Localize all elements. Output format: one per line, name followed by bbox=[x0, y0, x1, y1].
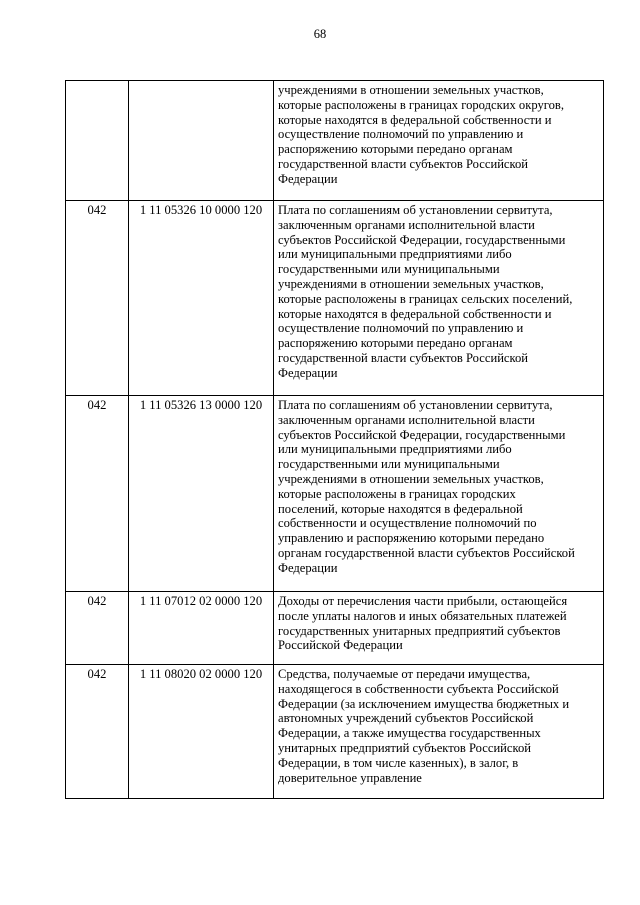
table-row bbox=[66, 201, 604, 396]
table-row bbox=[66, 81, 604, 201]
kbk-code: 1 11 07012 02 0000 120 bbox=[139, 594, 263, 608]
kbk-code: 1 11 05326 13 0000 120 bbox=[139, 398, 263, 412]
revenue-name-cell bbox=[274, 201, 604, 396]
revenue-name-cell bbox=[274, 592, 604, 665]
kbk-code: 1 11 08020 02 0000 120 bbox=[139, 667, 263, 681]
admin-code-cell bbox=[66, 665, 129, 799]
table-row bbox=[66, 592, 604, 665]
admin-code-cell bbox=[66, 592, 129, 665]
kbk-code-cell bbox=[129, 396, 274, 592]
admin-code-cell bbox=[66, 81, 129, 201]
revenue-name: Плата по соглашениям об установлении сервитута, заключенным органами исполнительной власти субъектов Российской Федерации, государственными или муниципальными предприятиями либо государственными или муниципальными учреждениями в отношении земельных участков, которые расположены в границах городских поселений, которые находятся в федеральной собственности и осуществление полномочий по управлению и распоряжению которыми передано органам государственной власти субъектов Российской Федерации bbox=[278, 398, 575, 575]
admin-code: 042 bbox=[87, 594, 107, 608]
admin-code: 042 bbox=[87, 398, 107, 412]
revenue-name: Доходы от перечисления части прибыли, остающейся после уплаты налогов и иных обязательных платежей государственных унитарных предприятий субъектов Российской Федерации bbox=[278, 594, 568, 653]
admin-code-cell bbox=[66, 201, 129, 396]
admin-code-cell bbox=[66, 396, 129, 592]
revenue-name-cell bbox=[274, 396, 604, 592]
revenue-name-cell bbox=[274, 81, 604, 201]
admin-code: 042 bbox=[87, 667, 107, 681]
revenue-name: Средства, получаемые от передачи имущества, находящегося в собственности субъекта Российской Федерации (за исключением имущества бюджетных и автономных учреждений субъектов Российской Федерации, а также имущества государственных унитарных предприятий субъектов Российской Федерации, в том числе казенных), в залог, в доверительное управление bbox=[278, 667, 570, 785]
table-row bbox=[66, 396, 604, 592]
page-number: 68 bbox=[313, 27, 327, 41]
kbk-code-cell bbox=[129, 81, 274, 201]
kbk-code-cell bbox=[129, 665, 274, 799]
revenue-codes-table bbox=[65, 80, 604, 799]
revenue-name: учреждениями в отношении земельных участков, которые расположены в границах городских округов, которые находятся в федеральной собственности и осуществление полномочий по управлению и распоряжению которыми передано органам государственной власти субъектов Российской Федерации bbox=[278, 83, 564, 186]
table-row bbox=[66, 665, 604, 799]
kbk-code-cell bbox=[129, 201, 274, 396]
revenue-name-cell bbox=[274, 665, 604, 799]
kbk-code: 1 11 05326 10 0000 120 bbox=[139, 203, 263, 217]
revenue-name: Плата по соглашениям об установлении сервитута, заключенным органами исполнительной власти субъектов Российской Федерации, государственными или муниципальными предприятиями либо государственными или муниципальными учреждениями в отношении земельных участков, которые расположены в границах сельских поселений, которые находятся в федеральной собственности и осуществление полномочий по управлению и распоряжению которыми передано органам государственной власти субъектов Российской Федерации bbox=[278, 203, 573, 380]
kbk-code-cell bbox=[129, 592, 274, 665]
admin-code: 042 bbox=[87, 203, 107, 217]
